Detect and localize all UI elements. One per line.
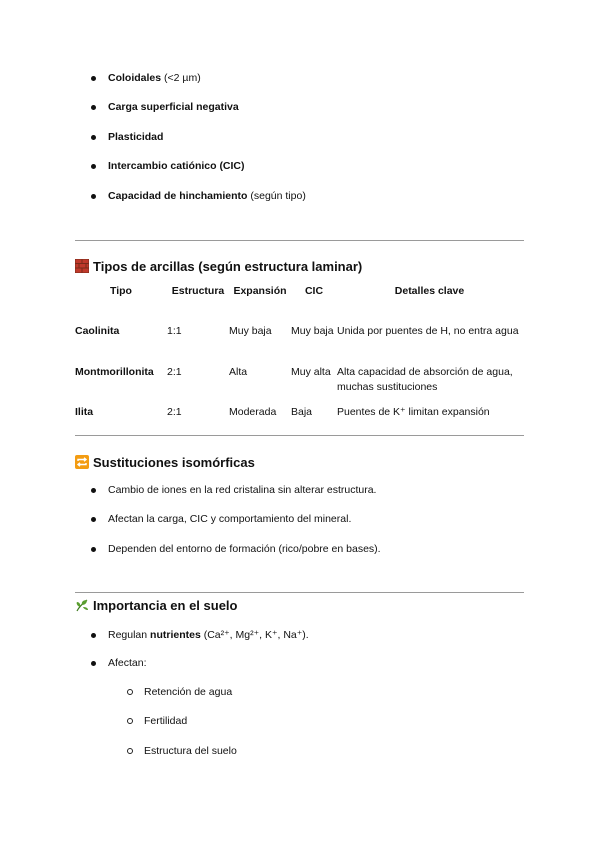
list-item-text: Afectan:: [108, 657, 147, 669]
table-row: [75, 324, 522, 365]
cell-estructura: 1:1: [167, 325, 182, 337]
cell-tipo: Montmorillonita: [75, 366, 154, 378]
table-header-row: [75, 284, 522, 324]
property-name: Coloidales: [108, 72, 162, 84]
heading-text: Tipos de arcillas (según estructura laminar): [93, 259, 363, 274]
section-divider: [75, 435, 524, 436]
section-divider: [75, 592, 524, 593]
sub-list-item-text: Estructura del suelo: [144, 745, 237, 757]
cell-expansion: Alta: [229, 366, 248, 378]
cell-cic: Muy baja: [291, 325, 334, 337]
brick-icon: [75, 259, 89, 273]
cell-detalles: Alta capacidad de absorción de agua, muchas sustituciones: [337, 366, 513, 393]
property-name: Plasticidad: [108, 131, 164, 143]
table-row: [75, 405, 522, 429]
list-item-text: Afectan la carga, CIC y comportamiento del mineral.: [108, 513, 352, 525]
column-header-cic: CIC: [304, 285, 324, 297]
property-note: (<2 µm): [161, 72, 201, 84]
section-divider: [75, 240, 524, 241]
cell-estructura: 2:1: [167, 366, 182, 378]
repeat-arrows-icon: [75, 455, 89, 469]
importance-heading: [75, 598, 238, 614]
hollow-bullet: [127, 689, 133, 695]
bullet-dot: [91, 194, 96, 199]
heading-text: Sustituciones isomórficas: [93, 455, 255, 470]
cell-expansion: Moderada: [229, 406, 277, 418]
column-header-detalles: Detalles clave: [394, 285, 465, 297]
hollow-bullet: [127, 718, 133, 724]
bullet-dot: [91, 547, 96, 552]
property-name: Capacidad de hinchamiento: [108, 190, 248, 202]
column-header-estructura: Estructura: [171, 285, 225, 297]
hollow-bullet: [127, 748, 133, 754]
list-item-text: Dependen del entorno de formación (rico/pobre en bases).: [108, 543, 381, 555]
bullet-dot: [91, 76, 96, 81]
cell-tipo: Ilita: [75, 406, 94, 418]
sub-list-item-text: Retención de agua: [144, 686, 233, 698]
property-name: Carga superficial negativa: [108, 101, 239, 113]
cell-cic: Muy alta: [291, 366, 331, 378]
isomorphic-heading: [75, 455, 255, 471]
bullet-dot: [91, 105, 96, 110]
list-item-text: Cambio de iones en la red cristalina sin alterar estructura.: [108, 484, 377, 496]
sub-list-item-text: Fertilidad: [144, 715, 188, 727]
column-header-expansion: Expansión: [233, 285, 287, 297]
cell-estructura: 2:1: [167, 406, 182, 418]
clay-types-table: [75, 284, 522, 429]
clay-types-heading: [75, 259, 362, 275]
nutrients-term: nutrientes: [150, 629, 201, 641]
cell-expansion: Muy baja: [229, 325, 272, 337]
table-row: [75, 365, 522, 405]
bullet-dot: [91, 661, 96, 666]
bullet-dot: [91, 164, 96, 169]
herb-icon: [75, 598, 89, 612]
property-note: (según tipo): [247, 190, 306, 202]
cell-tipo: Caolinita: [75, 325, 120, 337]
nutrients-list: (Ca²⁺, Mg²⁺, K⁺, Na⁺).: [200, 629, 309, 641]
heading-text: Importancia en el suelo: [93, 598, 238, 613]
list-item-text: Regulan: [108, 629, 151, 641]
bullet-dot: [91, 488, 96, 493]
bullet-dot: [91, 517, 96, 522]
bullet-dot: [91, 135, 96, 140]
property-name: Intercambio catiónico (CIC): [108, 160, 245, 172]
column-header-tipo: Tipo: [110, 285, 132, 297]
cell-detalles: Puentes de K⁺ limitan expansión: [337, 406, 490, 418]
cell-detalles: Unida por puentes de H, no entra agua: [337, 325, 519, 337]
bullet-dot: [91, 633, 96, 638]
cell-cic: Baja: [291, 406, 313, 418]
